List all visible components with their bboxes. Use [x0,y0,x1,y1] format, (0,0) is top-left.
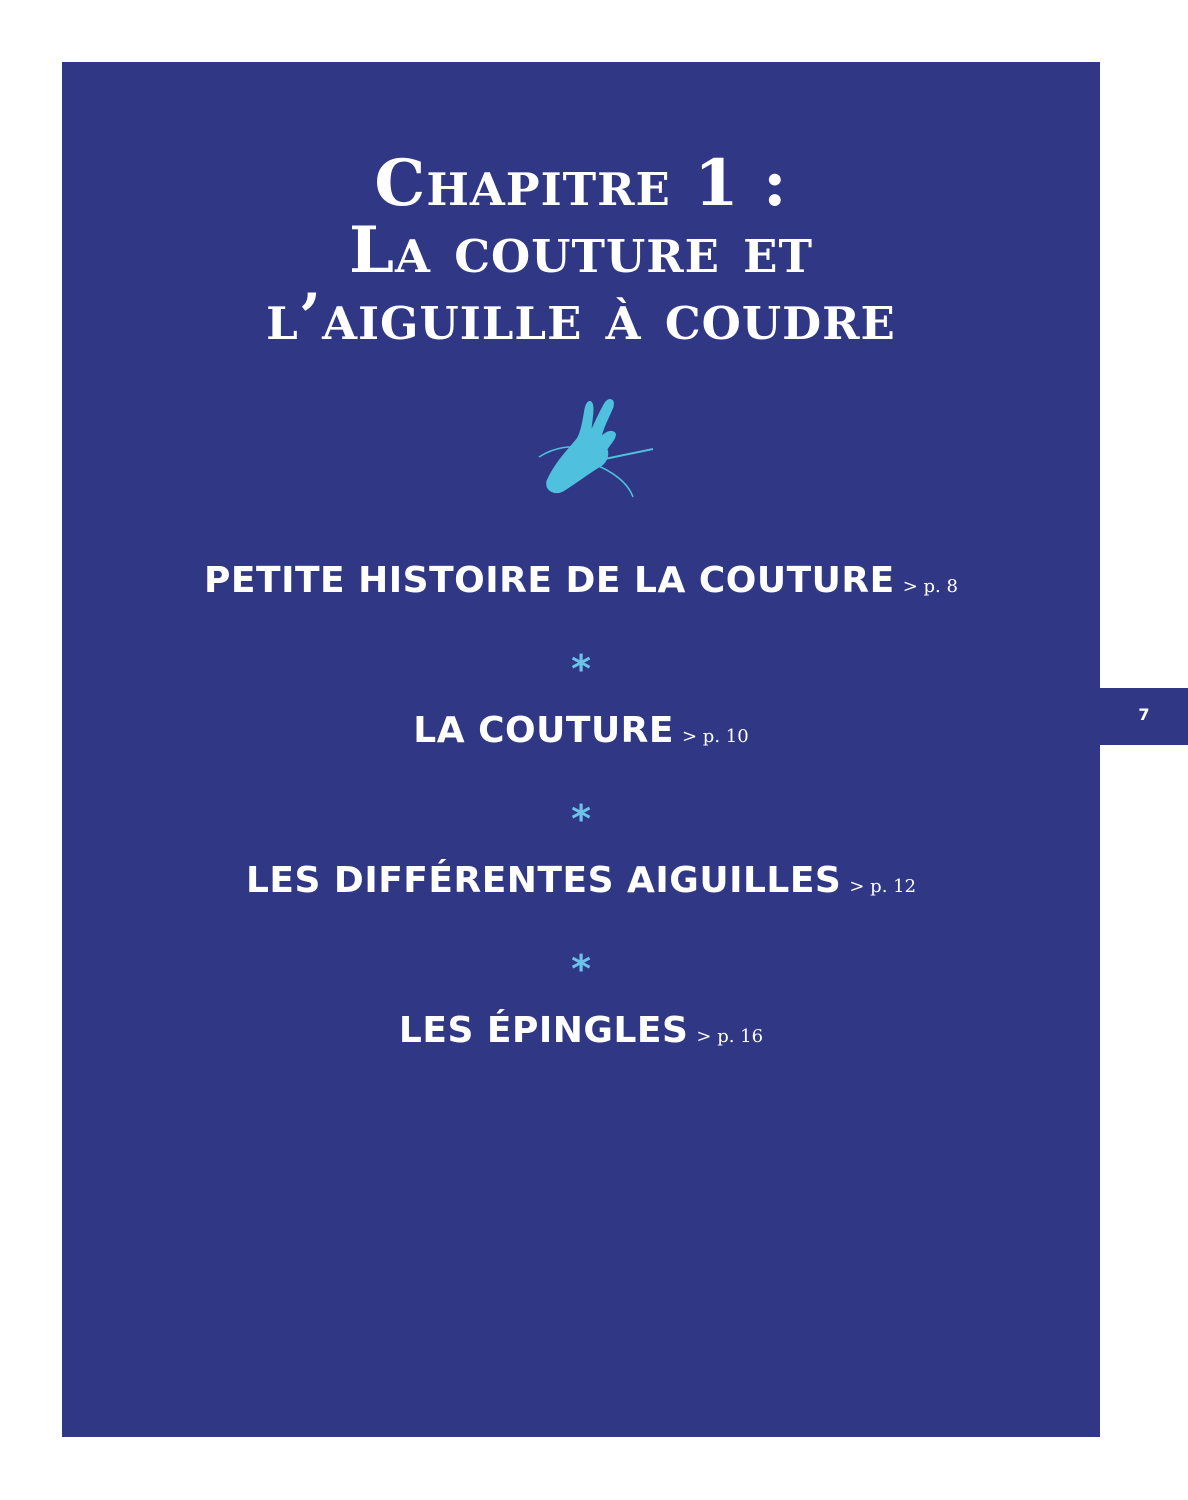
asterisk-separator: * [571,947,591,991]
asterisk-separator: * [571,647,591,691]
chapter-title [62,146,1100,355]
hand-sewing-needle-icon [533,393,659,503]
chapter-title-line-3: l’aiguille à coudre [266,280,896,355]
toc-item-title: LES DIFFÉRENTES AIGUILLES [245,860,842,901]
toc-item-title: LA COUTURE [413,710,674,751]
toc-item-page: > p. 12 [849,876,917,897]
toc-item-title: LES ÉPINGLES [398,1010,689,1051]
toc-item-la-couture [62,710,1100,751]
chapter-title-line-1: Chapitre 1 : [374,146,788,221]
asterisk-separator: * [571,797,591,841]
toc-item-differentes-aiguilles [62,860,1100,901]
page-number: 7 [1138,705,1150,724]
toc-item-page: > p. 8 [902,576,958,597]
chapter-title-line-2: La couture et [349,213,813,288]
toc-item-page: > p. 16 [696,1026,764,1047]
toc-item-petite-histoire [62,560,1100,601]
toc-item-page: > p. 10 [682,726,749,747]
toc-item-title: PETITE HISTOIRE DE LA COUTURE [204,560,895,601]
toc-item-epingles [62,1010,1100,1051]
